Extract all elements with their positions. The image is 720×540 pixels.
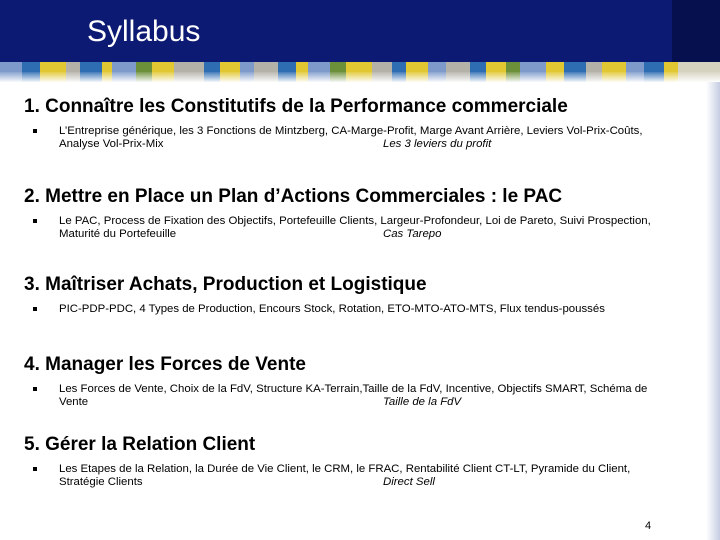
- case-reference: Les 3 leviers du profit: [383, 138, 492, 150]
- section-heading: 1. Connaître les Constitutifs de la Performance commerciale: [24, 96, 568, 117]
- decorative-color-stripe: [0, 62, 720, 82]
- section-1: [24, 95, 694, 151]
- section-4: [24, 353, 694, 409]
- bullet-text: L’Entreprise générique, les 3 Fonctions de Mintzberg, CA-Marge-Profit, Marge Avant Arrière, Leviers Vol-Prix-Coûts, Analyse Vol-Prix-Mix: [59, 125, 643, 150]
- section-bullet: [24, 303, 694, 316]
- right-edge-gradient: [706, 82, 720, 540]
- square-bullet-icon: [33, 467, 37, 471]
- section-heading: 2. Mettre en Place un Plan d’Actions Commerciales : le PAC: [24, 186, 563, 207]
- bullet-text: Le PAC, Process de Fixation des Objectifs, Portefeuille Clients, Largeur-Profondeur, Loi de Pareto, Suivi Prospection, Maturité du Portefeuille: [59, 215, 651, 240]
- section-heading: 3. Maîtriser Achats, Production et Logistique: [24, 274, 427, 295]
- square-bullet-icon: [33, 307, 37, 311]
- section-3: [24, 273, 694, 316]
- bullet-text: Les Etapes de la Relation, la Durée de Vie Client, le CRM, le FRAC, Rentabilité Client CT-LT, Pyramide du Client, Stratégie Clients: [59, 463, 631, 488]
- square-bullet-icon: [33, 129, 37, 133]
- bullet-text: PIC-PDP-PDC, 4 Types de Production, Encours Stock, Rotation, ETO-MTO-ATO-MTS, Flux tendus-poussés: [59, 303, 605, 315]
- section-bullet: [24, 383, 694, 409]
- case-reference: Cas Tarepo: [383, 228, 442, 240]
- slide-title: Syllabus: [87, 15, 201, 48]
- section-heading: 4. Manager les Forces de Vente: [24, 354, 306, 375]
- section-5: [24, 433, 694, 489]
- section-bullet: [24, 215, 694, 241]
- square-bullet-icon: [33, 387, 37, 391]
- section-2: [24, 185, 694, 241]
- section-bullet: [24, 125, 694, 151]
- case-reference: Taille de la FdV: [383, 396, 462, 408]
- section-heading: 5. Gérer la Relation Client: [24, 434, 256, 455]
- case-reference: Direct Sell: [383, 476, 435, 488]
- header-corner-block: [672, 0, 720, 62]
- bullet-text: Les Forces de Vente, Choix de la FdV, Structure KA-Terrain,Taille de la FdV, Incentive, Objectifs SMART, Schéma de Vente: [59, 383, 648, 408]
- page-number: 4: [645, 520, 652, 532]
- section-bullet: [24, 463, 694, 489]
- slide-header: [0, 0, 720, 62]
- square-bullet-icon: [33, 219, 37, 223]
